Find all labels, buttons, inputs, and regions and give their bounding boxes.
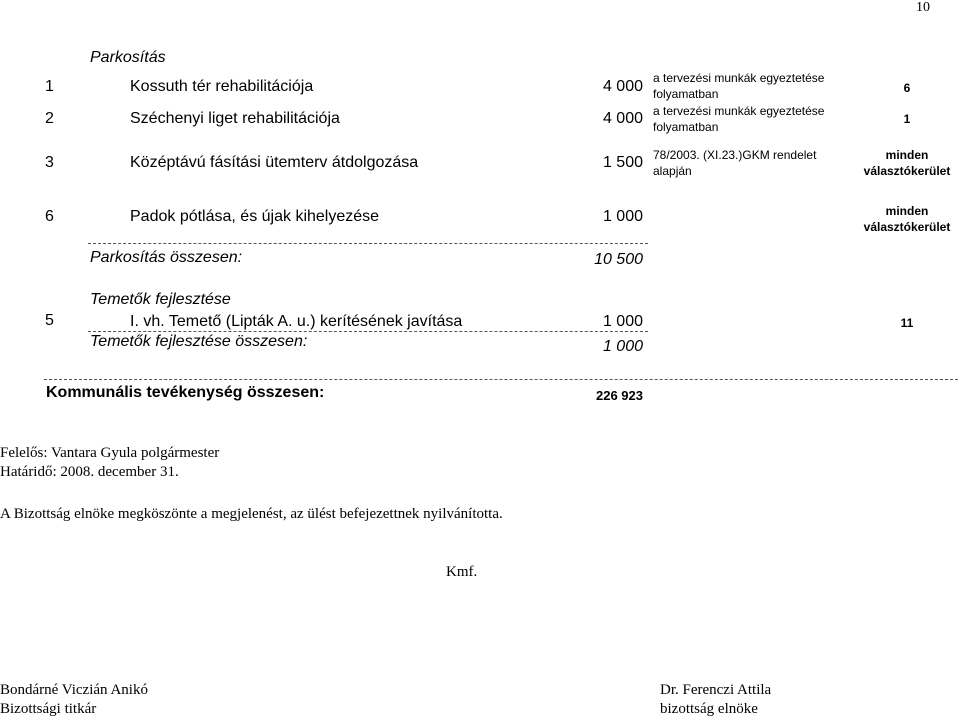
responsible-line: Felelős: Vantara Gyula polgármester [0,445,220,461]
deadline-line: Határidő: 2008. december 31. [0,464,179,480]
row-amount: 4 000 [602,110,643,127]
dashed-divider [88,331,648,332]
closing-sentence: A Bizottság elnöke megköszönte a megjelenést, az ülést befejezettnek nyilvánította. [0,506,503,522]
row-count: minden választókerület [863,204,951,234]
row-name: Padok pótlása, és újak kihelyezése [130,208,380,225]
signer-name: Dr. Ferenczi Attila [660,682,772,698]
section-total-label: Parkosítás összesen: [90,249,243,266]
row-note: a tervezési munkák egyeztetése folyamatban [653,71,825,101]
row-amount: 4 000 [602,78,643,95]
page-number: 10 [916,0,930,15]
grand-total-value: 226 923 [596,388,643,403]
row-number: 3 [45,154,54,171]
kmf-label: Kmf. [446,564,478,580]
row-count: 6 [903,81,911,95]
row-number: 2 [45,110,54,127]
section-title: Parkosítás [90,49,166,66]
row-name: Kossuth tér rehabilitációja [130,78,314,95]
row-count: 11 [900,316,914,330]
row-note: a tervezési munkák egyeztetése folyamatban [653,104,825,134]
row-number: 1 [45,78,54,95]
section-title: Temetők fejlesztése [90,291,231,308]
grand-total-label: Kommunális tevékenység összesen: [46,384,325,401]
row-count: minden választókerület [863,148,951,178]
row-number: 5 [45,312,54,329]
dashed-divider [44,379,958,380]
signer-name: Bondárné Viczián Anikó [0,682,148,698]
dashed-divider [88,243,648,244]
section-total-value: 1 000 [602,338,643,355]
section-total-label: Temetők fejlesztése összesen: [90,333,308,350]
row-amount: 1 500 [602,154,643,171]
row-name: Középtávú fásítási ütemterv átdolgozása [130,154,419,171]
row-amount: 1 000 [602,313,643,330]
row-name: I. vh. Temető (Lipták A. u.) kerítésének javítása [130,313,463,330]
row-number: 6 [45,208,54,225]
section-total-value: 10 500 [594,251,643,268]
row-name: Széchenyi liget rehabilitációja [130,110,340,127]
row-count: 1 [903,112,911,126]
row-note: 78/2003. (XI.23.)GKM rendelet alapján [653,148,817,178]
signer-title: bizottság elnöke [660,701,758,717]
signer-title: Bizottsági titkár [0,701,97,717]
row-amount: 1 000 [602,208,643,225]
